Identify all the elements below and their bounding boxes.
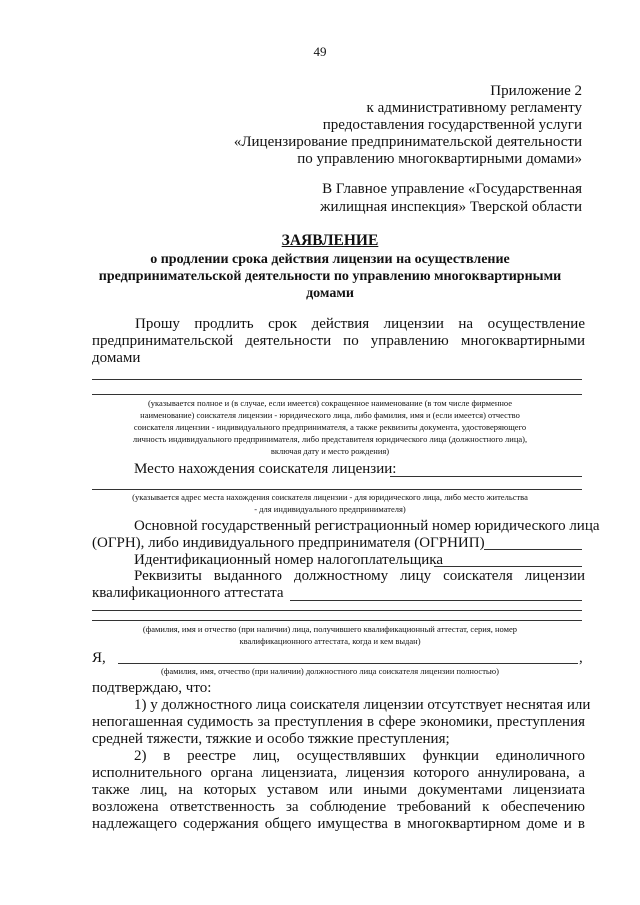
applicant-line-1 bbox=[92, 379, 582, 380]
location-note-line-2: - для индивидуального предпринимателя) bbox=[254, 504, 406, 514]
attest-line-1: Реквизиты выданного должностному лицу соискателя лицензии bbox=[134, 568, 585, 584]
appendix-line-3: предоставления государственной услуги bbox=[322, 117, 582, 133]
location-field bbox=[390, 476, 582, 477]
attest-field bbox=[290, 600, 582, 601]
official-note: (фамилия, имя, отчество (при наличии) должностного лица соискателя лицензии полностью) bbox=[161, 666, 499, 676]
appendix-line-4: «Лицензирование предпринимательской деятельности bbox=[233, 134, 582, 150]
addressee-line-1: В Главное управление «Государственная bbox=[322, 181, 582, 197]
page-number: 49 bbox=[313, 44, 327, 59]
applicant-note-line-3: соискателя лицензии - индивидуального предпринимателя, а также реквизиты документа, удостоверяющего bbox=[133, 422, 527, 432]
request-line-1: Прошу продлить срок действия лицензии на осуществление bbox=[135, 316, 585, 332]
inn-label: Идентификационный номер налогоплательщика bbox=[134, 552, 444, 568]
item2-line-3: также лиц, на которых уставом или иными документами лицензиата bbox=[92, 782, 585, 798]
document-title: ЗАЯВЛЕНИЕ bbox=[281, 232, 379, 249]
item1-line-2: непогашенная судимость за преступления в сфере экономики, преступления bbox=[92, 714, 585, 730]
subtitle-line-3: домами bbox=[306, 286, 354, 301]
ogrn-line-1: Основной государственный регистрационный номер юридического лица bbox=[134, 518, 600, 534]
i-label: Я, bbox=[92, 650, 106, 666]
request-line-3: домами bbox=[92, 350, 141, 366]
item2-line-5: надлежащего содержания общего имущества в многоквартирном доме и в bbox=[92, 816, 585, 832]
attest-note-line-1: (фамилия, имя и отчество (при наличии) лица, получившего квалификационный аттестат, серия, номер bbox=[142, 624, 518, 634]
addressee-line-2: жилищная инспекция» Тверской области bbox=[320, 199, 582, 215]
item2-line-1: 2) в реестре лиц, осуществлявших функции единоличного bbox=[134, 748, 585, 764]
applicant-note-line-5: включая дату и место рождения) bbox=[270, 446, 390, 456]
appendix-line-1: Приложение 2 bbox=[490, 83, 582, 99]
location-note-line-1: (указывается адрес места нахождения соискателя лицензии - для юридического лица, либо место жительства bbox=[132, 492, 528, 502]
applicant-note-line-4: личность индивидуального предпринимателя, либо представителя юридического лица (должностного лица), bbox=[132, 434, 528, 444]
item1-line-1: 1) у должностного лица соискателя лицензии отсутствует неснятая или bbox=[134, 697, 591, 713]
item2-line-2: исполнительного органа лицензиата, лицензия которого аннулирована, а bbox=[92, 765, 585, 781]
official-name-field bbox=[118, 663, 578, 664]
ogrn-line-2: (ОГРН), либо индивидуального предпринимателя (ОГРНИП) bbox=[92, 535, 485, 551]
i-comma: , bbox=[579, 650, 583, 666]
ogrn-field bbox=[484, 549, 582, 550]
confirm-text: подтверждаю, что: bbox=[92, 680, 212, 696]
inn-field bbox=[434, 566, 582, 567]
attest-line-b bbox=[92, 620, 582, 621]
appendix-line-5: по управлению многоквартирными домами» bbox=[297, 151, 582, 167]
request-line-2: предпринимательской деятельности по управлению многоквартирными bbox=[92, 333, 585, 349]
applicant-note-line-1: (указывается полное и (в случае, если имеется) сокращенное наименование (в том числе фирменное bbox=[147, 398, 513, 408]
item2-line-4: возложена ответственность за соблюдение требований к обеспечению bbox=[92, 799, 585, 815]
subtitle-line-1: о продлении срока действия лицензии на осуществление bbox=[150, 252, 510, 267]
applicant-line-2 bbox=[92, 394, 582, 395]
attest-line-2: квалификационного аттестата bbox=[92, 585, 284, 601]
subtitle-line-2: предпринимательской деятельности по управлению многоквартирными bbox=[98, 269, 562, 284]
item1-line-3: средней тяжести, тяжкие и особо тяжкие преступления; bbox=[92, 731, 450, 747]
attest-line-a bbox=[92, 610, 582, 611]
attest-note-line-2: квалификационного аттестата, когда и кем выдан) bbox=[239, 636, 421, 646]
appendix-line-2: к административному регламенту bbox=[366, 100, 582, 116]
applicant-note-line-2: наименование) соискателя лицензии - юридического лица, либо фамилия, имя и (если имеется) отчество bbox=[140, 410, 520, 420]
location-line bbox=[92, 489, 582, 490]
location-label: Место нахождения соискателя лицензии: bbox=[134, 461, 397, 477]
